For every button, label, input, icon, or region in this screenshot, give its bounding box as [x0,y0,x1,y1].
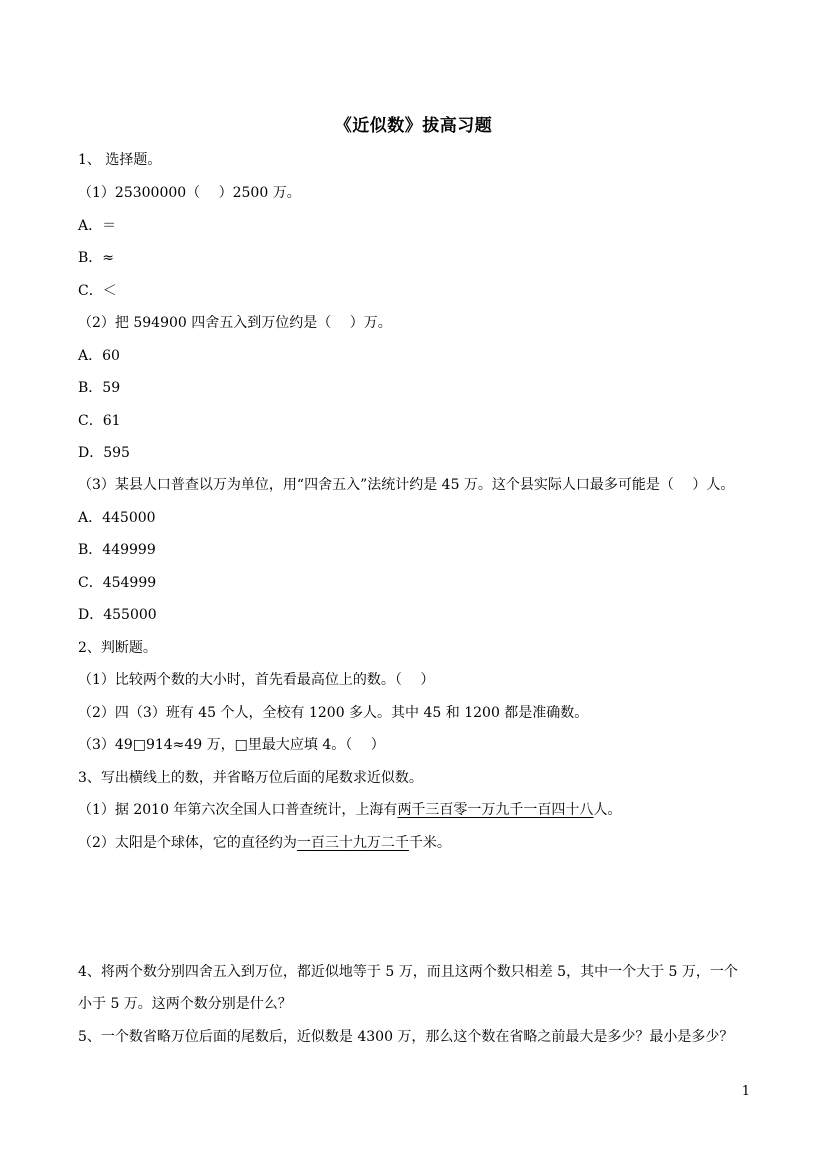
q3-item-1-underlined: 两千三百零一万九千一百四十八 [397,802,594,818]
q1-p1-option-b: B．≈ [78,250,115,266]
q1-p3-option-b: B．449999 [78,542,156,558]
q3-item-2-suffix: 千米。 [408,835,451,851]
q1-p1-option-a: A．＝ [78,218,117,234]
q1-p3-option-a: A．445000 [78,510,156,526]
q1-p3-option-c: C．454999 [78,575,157,591]
page-number: 1 [741,1084,750,1099]
q3-item-1-suffix: 人。 [593,802,622,818]
q1-p2-option-d: D．595 [78,445,130,461]
q4-line-1: 4、将两个数分别四舍五入到万位，都近似地等于 5 万，而且这两个数只相差 5，其中一个大于 5 万，一个 [78,964,738,980]
q3-heading: 3、写出横线上的数，并省略万位后面的尾数求近似数。 [78,770,423,786]
q2-item-1: （1）比较两个数的大小时，首先看最高位上的数。（ ） [78,672,435,688]
q3-item-1 [78,800,758,820]
q5-text: 5、一个数省略万位后面的尾数后，近似数是 4300 万，那么这个数在省略之前最大是多少？最小是多少？ [78,1029,734,1045]
q1-p3-stem: （3）某县人口普查以万为单位，用“四舍五入”法统计约是 45 万。这个县实际人口最多可能是（ ）人。 [78,477,735,493]
q1-p2-stem: （2）把 594900 四舍五入到万位约是（ ）万。 [78,315,392,331]
q1-heading: 1、 选择题。 [78,152,162,168]
page-title: 《近似数》拔高习题 [334,116,493,136]
q2-heading: 2、判断题。 [78,640,157,656]
q1-p1-option-c: C．＜ [78,283,117,299]
q4-line-2: 小于 5 万。这两个数分别是什么？ [78,996,292,1012]
q3-item-2-underlined: 一百三十九万二千 [296,835,409,851]
q1-p2-option-b: B．59 [78,380,121,396]
q2-item-2: （2）四（3）班有 45 个人，全校有 1200 多人。其中 45 和 1200 都是准确数。 [78,705,589,721]
q1-p2-option-a: A．60 [78,348,120,364]
q3-item-2-prefix: （2）太阳是个球体，它的直径约为 [78,835,297,851]
q3-item-1-prefix: （1）据 2010 年第六次全国人口普查统计，上海有 [78,802,398,818]
q1-p2-option-c: C．61 [78,413,121,429]
q1-p3-option-d: D．455000 [78,607,157,623]
q3-item-2 [78,833,758,853]
q1-p1-stem: （1）25300000（ ）2500 万。 [78,185,301,201]
q2-item-3: （3）49□914≈49 万，□里最大应填 4。（ ） [78,737,385,753]
